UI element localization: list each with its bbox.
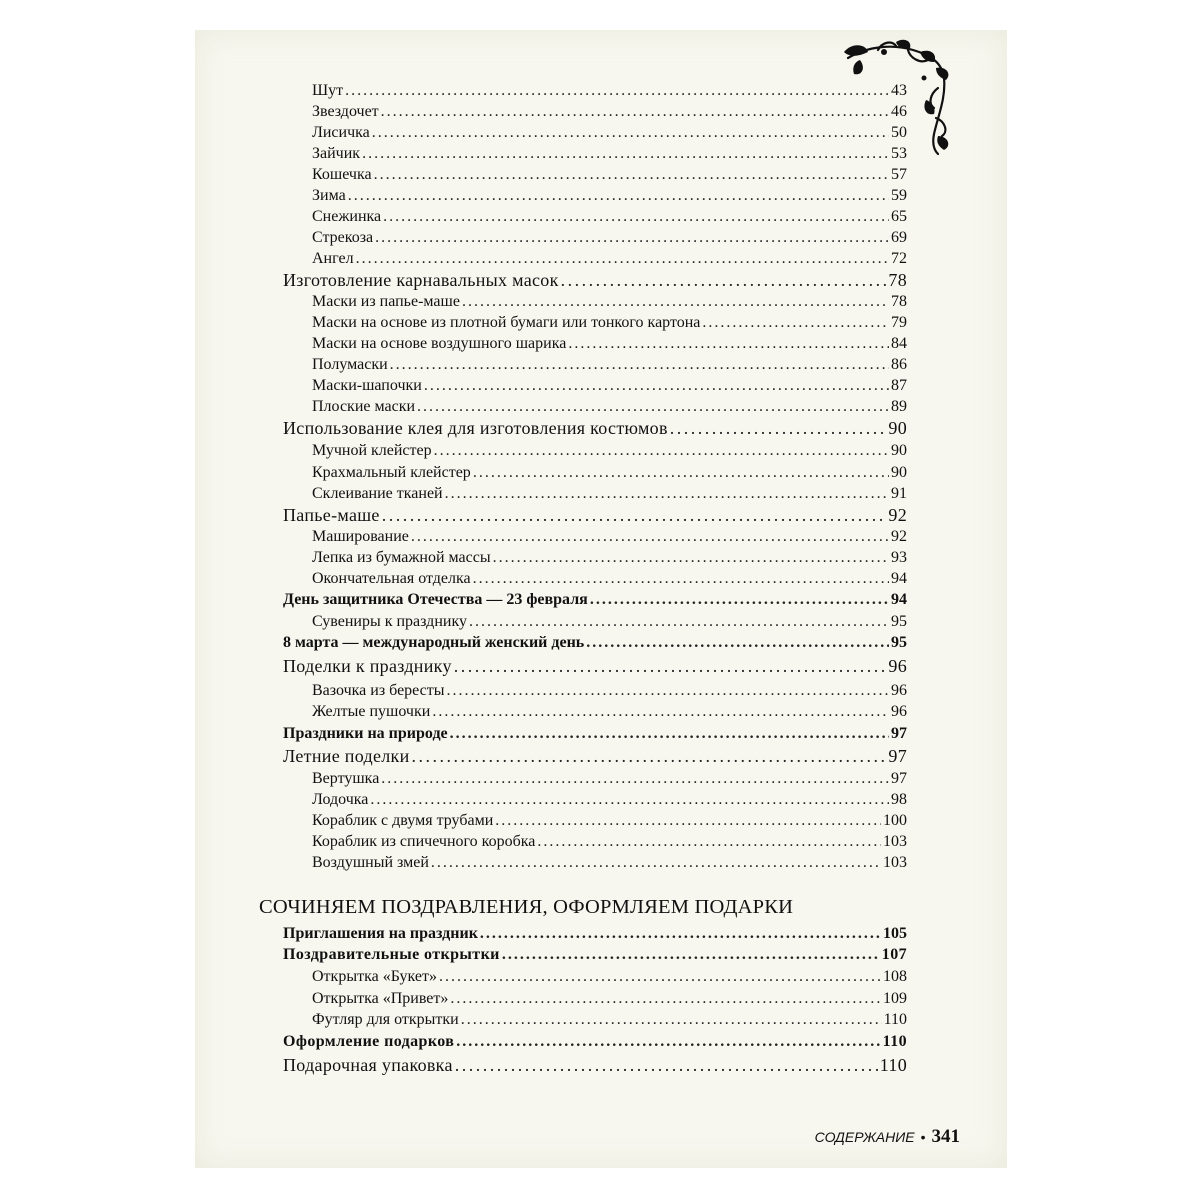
- toc-entry-title: Кораблик из спичечного коробка: [312, 833, 536, 850]
- section-heading: СОЧИНЯЕМ ПОЗДРАВЛЕНИЯ, ОФОРМЛЯЕМ ПОДАРКИ: [259, 896, 794, 918]
- dot-leader: [590, 591, 889, 609]
- toc-entry-title: Кораблик с двумя трубами: [312, 812, 494, 829]
- toc-entry: [312, 82, 907, 100]
- toc-entry-page: 72: [891, 250, 907, 267]
- toc-entry: [312, 528, 907, 546]
- toc-entry-page: 92: [891, 528, 907, 545]
- toc-entry-title: Лепка из бумажной массы: [312, 549, 491, 566]
- toc-entry-title: Маски из папье-маше: [312, 293, 460, 310]
- toc-entry: [312, 968, 907, 986]
- toc-entry: [283, 505, 907, 526]
- toc-entry: [312, 377, 907, 395]
- dot-leader: [537, 833, 881, 851]
- toc-entry-title: Открытка «Букет»: [312, 968, 437, 985]
- toc-entry-title: Кошечка: [312, 166, 372, 183]
- dot-leader: [473, 570, 889, 588]
- toc-entry-page: 110: [883, 1011, 907, 1028]
- toc-entry-title: Снежинка: [312, 208, 382, 225]
- toc-entry: [312, 464, 907, 482]
- toc-entry: [312, 356, 907, 374]
- toc-entry-page: 86: [891, 356, 907, 373]
- toc-entry: [312, 208, 907, 226]
- toc-entry: [312, 442, 907, 460]
- toc-entry-title: Оформление подарков: [283, 1033, 455, 1050]
- page-number: 341: [931, 1126, 960, 1147]
- toc-entry-title: Лисичка: [312, 124, 370, 141]
- toc-entry-title: Плоские маски: [312, 398, 416, 415]
- toc-entry-title: Крахмальный клейстер: [312, 464, 471, 481]
- toc-entry-page: 97: [891, 725, 907, 742]
- toc-entry-title: Поздравительные открытки: [283, 946, 500, 963]
- toc-entry-page: 96: [888, 656, 907, 676]
- dot-leader: [447, 682, 889, 700]
- toc-entry-page: 87: [891, 377, 907, 394]
- toc-entry-page: 84: [891, 335, 907, 352]
- toc-entry-title: Мучной клейстер: [312, 442, 432, 459]
- dot-leader: [456, 1033, 880, 1051]
- toc-entry-title: Изготовление карнавальных масок: [283, 270, 559, 290]
- toc-entry-title: Шут: [312, 82, 344, 99]
- toc-entry-page: 90: [888, 418, 907, 438]
- toc-entry-title: Маски на основе из плотной бумаги или тонкого картона: [312, 314, 701, 331]
- toc-entry-title: Маски на основе воздушного шарика: [312, 335, 567, 352]
- toc-entry-page: 107: [881, 946, 907, 963]
- toc-entry-page: 94: [891, 570, 907, 587]
- toc-entry-title: Подарочная упаковка: [283, 1055, 453, 1075]
- toc-entry: [312, 613, 907, 631]
- dot-leader: [374, 166, 889, 184]
- toc-entry-page: 65: [891, 208, 907, 225]
- toc-entry: [312, 812, 907, 830]
- toc-entry-title: Стрекоза: [312, 229, 374, 246]
- dot-leader: [445, 485, 889, 503]
- toc-entry-page: 59: [891, 187, 907, 204]
- toc-entry: [312, 103, 907, 121]
- toc-entry-title: Ангел: [312, 250, 354, 267]
- dot-leader: [450, 725, 889, 743]
- toc-entry: [283, 270, 907, 291]
- toc-entry: [283, 1055, 907, 1076]
- toc-entry: [312, 703, 907, 721]
- page-footer: [780, 1126, 960, 1148]
- toc-entry-page: 97: [888, 746, 907, 766]
- toc-entry-title: Открытка «Привет»: [312, 990, 449, 1007]
- toc-entry-page: 108: [883, 968, 907, 985]
- toc-entry-title: Окончательная отделка: [312, 570, 471, 587]
- toc-entry-page: 103: [883, 833, 907, 850]
- toc-entry-page: 69: [891, 229, 907, 246]
- dot-leader: [702, 314, 889, 332]
- toc-entry-page: 79: [891, 314, 907, 331]
- dot-leader: [390, 356, 889, 374]
- toc-entry-title: Полумаски: [312, 356, 388, 373]
- toc-entry: [312, 293, 907, 311]
- toc-entry-page: 90: [891, 464, 907, 481]
- toc-entry: [283, 946, 907, 964]
- toc-entry-page: 90: [891, 442, 907, 459]
- dot-leader: [469, 613, 889, 631]
- toc-entry: [312, 398, 907, 416]
- toc-entry-page: 95: [891, 634, 907, 651]
- toc-entry-title: Поделки к празднику: [283, 656, 452, 676]
- dot-leader: [383, 208, 889, 226]
- dot-leader: [561, 270, 887, 291]
- toc-entry: [312, 166, 907, 184]
- toc-entry: [312, 187, 907, 205]
- dot-leader: [417, 398, 889, 416]
- toc-entry-title: Маширование: [312, 528, 409, 545]
- toc-entry: [283, 746, 907, 767]
- toc-entry-title: Футляр для открытки: [312, 1011, 459, 1028]
- dot-leader: [434, 442, 889, 460]
- toc-entry-title: Звездочет: [312, 103, 379, 120]
- toc-entry-page: 97: [891, 770, 907, 787]
- toc-entry: [283, 634, 907, 652]
- toc-entry-title: Летние поделки: [283, 746, 410, 766]
- toc-entry-title: Лодочка: [312, 791, 369, 808]
- dot-leader: [480, 925, 881, 943]
- toc-entry: [312, 485, 907, 503]
- dot-leader: [455, 1055, 878, 1076]
- toc-entry-page: 78: [891, 293, 907, 310]
- toc-entry-title: Зайчик: [312, 145, 361, 162]
- dot-leader: [493, 549, 889, 567]
- toc-entry-page: 91: [891, 485, 907, 502]
- dot-leader: [462, 293, 889, 311]
- toc-entry-title: Папье-маше: [283, 505, 380, 525]
- toc-entry-page: 93: [891, 549, 907, 566]
- toc-entry: [312, 570, 907, 588]
- toc-entry: [312, 124, 907, 142]
- toc-entry-title: День защитника Отечества — 23 февраля: [283, 591, 588, 608]
- toc-entry: [312, 335, 907, 353]
- toc-entry: [312, 833, 907, 851]
- toc-entry-page: 96: [891, 703, 907, 720]
- toc-entry-page: 98: [891, 791, 907, 808]
- dot-leader: [375, 229, 889, 247]
- toc-entry-page: 110: [879, 1055, 907, 1075]
- toc-entry: [283, 591, 907, 609]
- dot-leader: [345, 82, 889, 100]
- toc-entry: [283, 725, 907, 743]
- dot-leader: [372, 124, 889, 142]
- toc-entry-title: Использование клея для изготовления костюмов: [283, 418, 668, 438]
- toc-entry-page: 78: [888, 270, 907, 290]
- dot-leader: [586, 634, 889, 652]
- dot-leader: [502, 946, 880, 964]
- toc-entry-title: Склеивание тканей: [312, 485, 443, 502]
- dot-leader: [381, 103, 889, 121]
- toc-entry-title: Вертушка: [312, 770, 380, 787]
- dot-leader: [382, 505, 887, 526]
- toc-entry: [312, 770, 907, 788]
- dot-leader: [424, 377, 889, 395]
- toc-entry-title: 8 марта — международный женский день: [283, 634, 585, 651]
- dot-leader: [362, 145, 889, 163]
- toc-entry-title: Вазочка из бересты: [312, 682, 445, 699]
- toc-entry: [283, 1033, 907, 1051]
- toc-entry-page: 89: [891, 398, 907, 415]
- dot-leader: [370, 791, 889, 809]
- toc-entry: [312, 250, 907, 268]
- toc-entry-title: Маски-шапочки: [312, 377, 422, 394]
- dot-leader: [439, 968, 881, 986]
- toc-entry: [312, 990, 907, 1008]
- dot-leader: [432, 703, 889, 721]
- toc-entry: [312, 314, 907, 332]
- toc-entry-page: 46: [891, 103, 907, 120]
- toc-entry-page: 53: [891, 145, 907, 162]
- toc-entry-page: 92: [888, 505, 907, 525]
- toc-entry-page: 100: [883, 812, 907, 829]
- running-footer-label: СОДЕРЖАНИЕ: [814, 1129, 915, 1145]
- dot-leader: [412, 746, 887, 767]
- dot-leader: [431, 854, 881, 872]
- toc-entry-page: 109: [883, 990, 907, 1007]
- dot-leader: [461, 1011, 882, 1029]
- dot-leader: [454, 656, 887, 677]
- toc-entry-page: 103: [883, 854, 907, 871]
- dot-leader: [348, 187, 889, 205]
- dot-leader: [381, 770, 889, 788]
- toc-entry-page: 43: [891, 82, 907, 99]
- toc-entry-title: Воздушный змей: [312, 854, 429, 871]
- toc-entry-page: 96: [891, 682, 907, 699]
- footer-bullet: •: [920, 1129, 926, 1145]
- toc-entry-title: Сувениры к празднику: [312, 613, 467, 630]
- toc-entry-page: 105: [883, 925, 907, 942]
- toc-entry-page: 110: [882, 1033, 907, 1050]
- toc-entry: [283, 418, 907, 439]
- toc-entry-page: 57: [891, 166, 907, 183]
- dot-leader: [411, 528, 889, 546]
- dot-leader: [495, 812, 881, 830]
- toc-entry: [312, 854, 907, 872]
- toc-entry: [312, 791, 907, 809]
- toc-entry-page: 94: [891, 591, 907, 608]
- dot-leader: [450, 990, 881, 1008]
- dot-leader: [670, 418, 887, 439]
- toc-entry-title: Желтые пушочки: [312, 703, 431, 720]
- toc-entry-page: 95: [891, 613, 907, 630]
- dot-leader: [568, 335, 889, 353]
- dot-leader: [356, 250, 889, 268]
- toc-entry: [312, 549, 907, 567]
- toc-entry: [312, 1011, 907, 1029]
- toc-entry: [283, 925, 907, 943]
- toc-entry: [312, 145, 907, 163]
- dot-leader: [473, 464, 889, 482]
- toc-entry-page: 50: [891, 124, 907, 141]
- toc-entry: [312, 229, 907, 247]
- toc-entry-title: Праздники на природе: [283, 725, 448, 742]
- toc-entry: [312, 682, 907, 700]
- toc-entry: [283, 656, 907, 677]
- toc-entry-title: Зима: [312, 187, 346, 204]
- toc-entry-title: Приглашения на праздник: [283, 925, 478, 942]
